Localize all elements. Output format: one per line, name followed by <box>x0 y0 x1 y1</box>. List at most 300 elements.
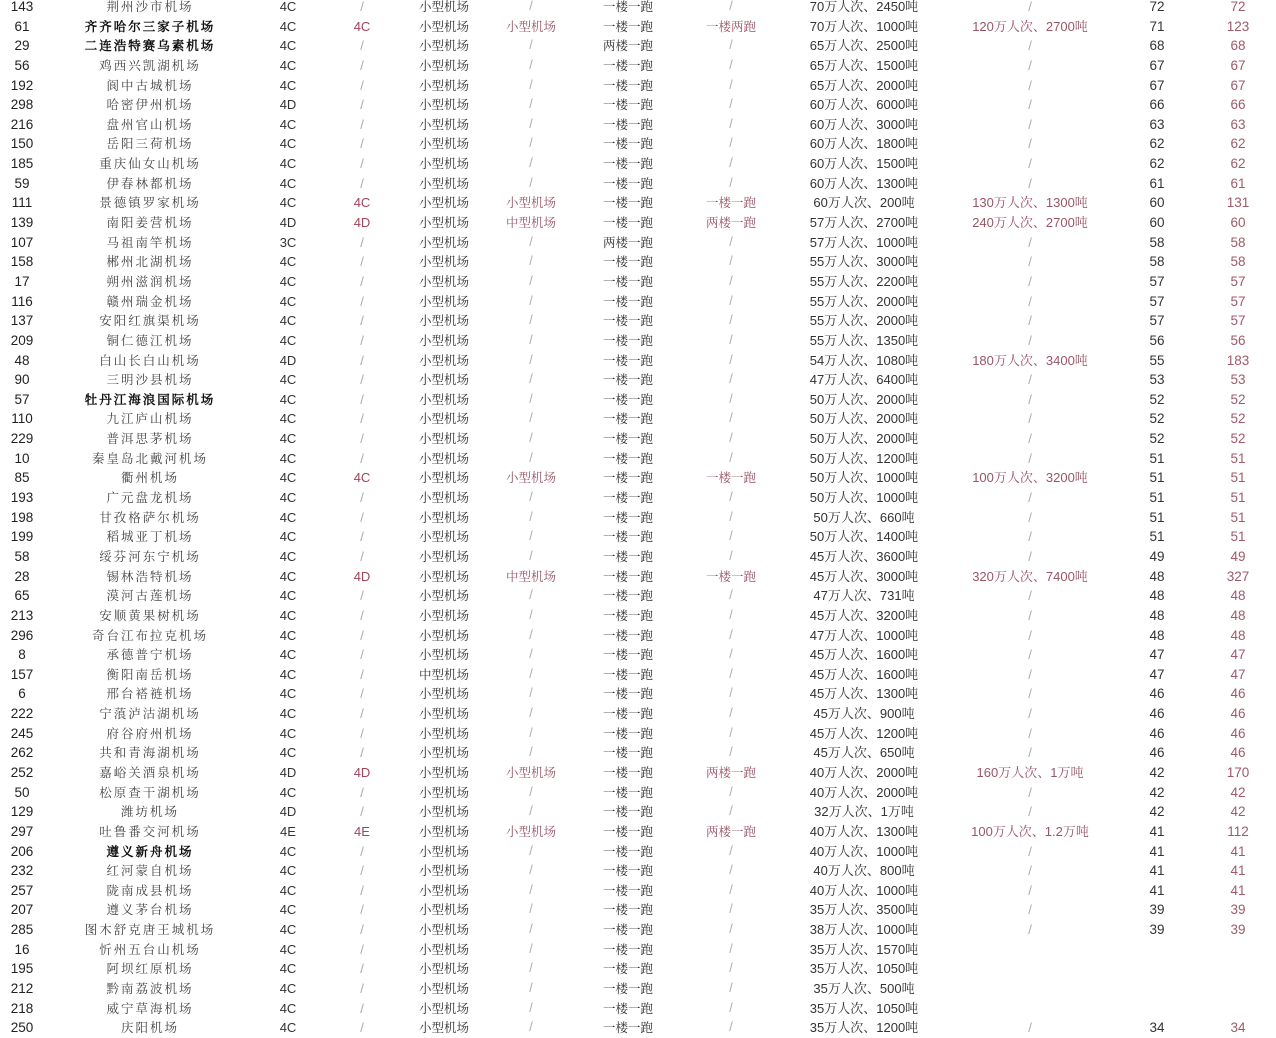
cell-capacity: 45万人次、650吨 <box>813 745 915 761</box>
cell-terminal-runway: 一楼一跑 <box>602 490 654 506</box>
cell-airport-size: 小型机场 <box>418 568 470 584</box>
cell-airport-size: 小型机场 <box>418 627 470 643</box>
cell-score: 60 <box>1149 215 1165 231</box>
cell-score: 48 <box>1149 627 1165 643</box>
cell-airport-size: 小型机场 <box>418 843 470 859</box>
cell-new-terminal-runway: / <box>729 941 733 956</box>
table-row <box>0 959 1276 979</box>
cell-terminal-runway: 一楼一跑 <box>602 922 654 938</box>
cell-capacity: 50万人次、1000吨 <box>809 490 919 506</box>
cell-rank: 50 <box>14 784 30 800</box>
table-row <box>0 331 1276 351</box>
cell-capacity: 60万人次、1500吨 <box>809 156 919 172</box>
cell-new-grade: / <box>360 666 364 682</box>
cell-new-grade: / <box>360 273 364 289</box>
cell-new-capacity: / <box>1028 666 1032 682</box>
cell-new-grade: 4C <box>353 195 371 211</box>
cell-airport-size: 小型机场 <box>418 175 470 191</box>
cell-new-capacity: 120万人次、2700吨 <box>972 18 1088 34</box>
cell-new-terminal-runway: / <box>729 529 733 544</box>
cell-grade: 4C <box>279 490 297 506</box>
cell-airport-size: 小型机场 <box>418 293 470 309</box>
cell-score: 49 <box>1149 548 1165 564</box>
cell-rank: 257 <box>10 882 34 898</box>
cell-capacity: 32万人次、1万吨 <box>814 804 914 820</box>
cell-new-airport-size: / <box>529 529 533 544</box>
cell-grade: 4C <box>279 470 297 486</box>
cell-capacity: 50万人次、1200吨 <box>809 450 919 466</box>
cell-airport-name: 二连浩特赛乌素机场 <box>84 38 216 54</box>
cell-new-terminal-runway: / <box>729 391 733 406</box>
cell-new-capacity: 180万人次、3400吨 <box>972 352 1088 368</box>
cell-grade: 4C <box>279 902 297 918</box>
cell-new-capacity: 240万人次、2700吨 <box>972 215 1088 231</box>
cell-new-airport-size: / <box>529 745 533 760</box>
cell-score: 62 <box>1149 156 1165 172</box>
cell-grade: 4D <box>279 97 297 113</box>
cell-airport-size: 小型机场 <box>418 686 470 702</box>
cell-grade: 4C <box>279 882 297 898</box>
cell-new-terminal-runway: / <box>729 234 733 249</box>
cell-new-terminal-runway: / <box>729 647 733 662</box>
cell-new-capacity: / <box>1028 725 1032 741</box>
cell-new-score: 52 <box>1230 431 1246 447</box>
cell-capacity: 35万人次、1200吨 <box>809 1020 919 1036</box>
cell-new-airport-size: / <box>529 490 533 505</box>
cell-new-grade: / <box>360 234 364 250</box>
cell-rank: 137 <box>10 313 34 329</box>
table-row <box>0 95 1276 115</box>
cell-grade: 4C <box>279 706 297 722</box>
cell-new-capacity: / <box>1028 254 1032 270</box>
cell-score: 41 <box>1149 823 1165 839</box>
cell-airport-name: 嘉峪关酒泉机场 <box>99 764 201 780</box>
table-row <box>0 292 1276 312</box>
cell-grade: 4C <box>279 136 297 152</box>
cell-new-score: 46 <box>1230 745 1246 761</box>
cell-airport-size: 小型机场 <box>418 116 470 132</box>
cell-capacity: 45万人次、1600吨 <box>809 647 919 663</box>
cell-new-terminal-runway: / <box>729 411 733 426</box>
cell-airport-name: 阿坝红原机场 <box>106 961 194 977</box>
cell-new-terminal-runway: / <box>729 372 733 387</box>
cell-airport-size: 小型机场 <box>418 1020 470 1036</box>
cell-terminal-runway: 一楼一跑 <box>602 725 654 741</box>
cell-capacity: 38万人次、1000吨 <box>809 922 919 938</box>
cell-new-grade: / <box>360 97 364 113</box>
cell-new-score: 72 <box>1230 0 1246 14</box>
cell-new-airport-size: / <box>529 332 533 347</box>
table-row <box>0 174 1276 194</box>
cell-new-airport-size: 小型机场 <box>505 764 557 780</box>
cell-capacity: 40万人次、1000吨 <box>809 882 919 898</box>
table-row <box>0 429 1276 449</box>
cell-grade: 4D <box>279 215 297 231</box>
cell-new-grade: / <box>360 745 364 761</box>
cell-capacity: 45万人次、900吨 <box>813 706 915 722</box>
cell-new-capacity: / <box>1028 588 1032 604</box>
cell-rank: 232 <box>10 863 34 879</box>
cell-new-terminal-runway: / <box>729 0 733 13</box>
cell-new-terminal-runway: / <box>729 627 733 642</box>
cell-airport-size: 小型机场 <box>418 97 470 113</box>
cell-rank: 298 <box>10 97 34 113</box>
cell-new-airport-size: 小型机场 <box>505 470 557 486</box>
cell-airport-name: 奇台江布拉克机场 <box>91 627 209 643</box>
cell-airport-name: 陇南成县机场 <box>106 882 194 898</box>
cell-capacity: 60万人次、1800吨 <box>809 136 919 152</box>
cell-new-terminal-runway: / <box>729 332 733 347</box>
cell-new-terminal-runway: / <box>729 882 733 897</box>
cell-new-terminal-runway: 两楼一跑 <box>705 823 757 839</box>
cell-airport-name: 威宁草海机场 <box>106 1000 194 1016</box>
cell-score: 48 <box>1149 607 1165 623</box>
cell-score: 47 <box>1149 666 1165 682</box>
cell-new-score: 58 <box>1230 234 1246 250</box>
cell-score: 52 <box>1149 431 1165 447</box>
cell-terminal-runway: 一楼一跑 <box>602 391 654 407</box>
cell-new-airport-size: / <box>529 882 533 897</box>
cell-capacity: 55万人次、2000吨 <box>809 293 919 309</box>
cell-airport-name: 朔州滋润机场 <box>106 273 194 289</box>
cell-new-grade: / <box>360 509 364 525</box>
cell-new-score: 62 <box>1230 136 1246 152</box>
cell-new-score: 47 <box>1230 666 1246 682</box>
cell-airport-name: 漠河古莲机场 <box>106 588 194 604</box>
cell-airport-name: 秦皇岛北戴河机场 <box>91 450 209 466</box>
cell-new-capacity: / <box>1028 627 1032 643</box>
cell-capacity: 35万人次、500吨 <box>813 981 915 997</box>
cell-airport-size: 小型机场 <box>418 18 470 34</box>
cell-airport-name: 庆阳机场 <box>120 1020 180 1036</box>
cell-airport-name: 马祖南竿机场 <box>106 234 194 250</box>
cell-rank: 61 <box>14 18 30 34</box>
cell-new-terminal-runway: / <box>729 1000 733 1015</box>
cell-airport-size: 小型机场 <box>418 1000 470 1016</box>
cell-airport-name: 广元盘龙机场 <box>106 490 194 506</box>
cell-rank: 157 <box>10 666 34 682</box>
cell-new-grade: / <box>360 902 364 918</box>
cell-new-score: 327 <box>1226 568 1250 584</box>
cell-grade: 3C <box>279 234 297 250</box>
table-row <box>0 547 1276 567</box>
table-row <box>0 567 1276 587</box>
cell-new-capacity: / <box>1028 529 1032 545</box>
cell-new-capacity: / <box>1028 77 1032 93</box>
cell-airport-size: 小型机场 <box>418 961 470 977</box>
table-row <box>0 626 1276 646</box>
cell-airport-size: 小型机场 <box>418 823 470 839</box>
cell-grade: 4C <box>279 175 297 191</box>
cell-new-airport-size: / <box>529 1000 533 1015</box>
cell-new-airport-size: / <box>529 156 533 171</box>
cell-new-airport-size: / <box>529 175 533 190</box>
cell-new-capacity: / <box>1028 175 1032 191</box>
cell-rank: 213 <box>10 607 34 623</box>
cell-grade: 4D <box>279 764 297 780</box>
table-row <box>0 645 1276 665</box>
cell-new-grade: / <box>360 941 364 957</box>
cell-airport-name: 安顺黄果树机场 <box>99 607 201 623</box>
table-row <box>0 763 1276 783</box>
cell-airport-name: 黔南荔波机场 <box>106 981 194 997</box>
table-row <box>0 861 1276 881</box>
cell-terminal-runway: 一楼一跑 <box>602 57 654 73</box>
cell-new-terminal-runway: / <box>729 509 733 524</box>
cell-new-airport-size: / <box>529 607 533 622</box>
cell-terminal-runway: 一楼一跑 <box>602 97 654 113</box>
cell-airport-name: 宁蒗泸沽湖机场 <box>99 706 201 722</box>
cell-grade: 4C <box>279 725 297 741</box>
cell-airport-size: 小型机场 <box>418 254 470 270</box>
cell-terminal-runway: 一楼一跑 <box>602 1020 654 1036</box>
cell-rank: 250 <box>10 1020 34 1036</box>
cell-new-grade: / <box>360 922 364 938</box>
cell-new-airport-size: / <box>529 1020 533 1035</box>
cell-terminal-runway: 一楼一跑 <box>602 156 654 172</box>
cell-capacity: 65万人次、2000吨 <box>809 77 919 93</box>
cell-score: 42 <box>1149 784 1165 800</box>
cell-new-grade: / <box>360 588 364 604</box>
cell-rank: 107 <box>10 234 34 250</box>
cell-airport-size: 小型机场 <box>418 490 470 506</box>
cell-grade: 4C <box>279 18 297 34</box>
cell-new-score: 42 <box>1230 804 1246 820</box>
cell-new-grade: / <box>360 490 364 506</box>
cell-terminal-runway: 一楼一跑 <box>602 529 654 545</box>
cell-terminal-runway: 一楼一跑 <box>602 745 654 761</box>
cell-rank: 57 <box>14 391 30 407</box>
cell-grade: 4C <box>279 607 297 623</box>
cell-score: 56 <box>1149 332 1165 348</box>
cell-capacity: 35万人次、1570吨 <box>809 941 919 957</box>
cell-new-airport-size: / <box>529 431 533 446</box>
cell-airport-size: 小型机场 <box>418 431 470 447</box>
cell-new-score: 51 <box>1230 509 1246 525</box>
cell-airport-name: 阆中古城机场 <box>106 77 194 93</box>
cell-airport-name: 甘孜格萨尔机场 <box>99 509 201 525</box>
table-row <box>0 606 1276 626</box>
cell-new-capacity: 160万人次、1万吨 <box>976 764 1084 780</box>
cell-new-airport-size: / <box>529 38 533 53</box>
cell-new-terminal-runway: / <box>729 38 733 53</box>
cell-terminal-runway: 一楼一跑 <box>602 215 654 231</box>
cell-grade: 4C <box>279 431 297 447</box>
cell-capacity: 55万人次、2200吨 <box>809 273 919 289</box>
cell-new-score: 48 <box>1230 588 1246 604</box>
cell-new-airport-size: / <box>529 372 533 387</box>
cell-airport-size: 小型机场 <box>418 981 470 997</box>
cell-airport-size: 小型机场 <box>418 647 470 663</box>
cell-new-capacity: / <box>1028 391 1032 407</box>
cell-terminal-runway: 一楼一跑 <box>602 175 654 191</box>
cell-capacity: 50万人次、660吨 <box>813 509 915 525</box>
cell-airport-name: 吐鲁番交河机场 <box>99 823 201 839</box>
cell-grade: 4C <box>279 450 297 466</box>
cell-grade: 4C <box>279 863 297 879</box>
cell-new-score: 39 <box>1230 922 1246 938</box>
table-row <box>0 370 1276 390</box>
cell-new-terminal-runway: 一楼一跑 <box>705 470 757 486</box>
cell-score: 42 <box>1149 764 1165 780</box>
cell-new-capacity: 130万人次、1300吨 <box>972 195 1088 211</box>
cell-airport-name: 稻城亚丁机场 <box>106 529 194 545</box>
cell-score: 72 <box>1149 0 1165 14</box>
cell-airport-size: 小型机场 <box>418 332 470 348</box>
cell-new-grade: / <box>360 352 364 368</box>
cell-new-capacity: / <box>1028 607 1032 623</box>
cell-new-terminal-runway: / <box>729 97 733 112</box>
cell-terminal-runway: 一楼一跑 <box>602 686 654 702</box>
cell-rank: 29 <box>14 38 30 54</box>
cell-terminal-runway: 一楼一跑 <box>602 607 654 623</box>
cell-new-grade: / <box>360 686 364 702</box>
cell-new-grade: / <box>360 961 364 977</box>
cell-airport-size: 小型机场 <box>418 509 470 525</box>
cell-new-capacity: / <box>1028 882 1032 898</box>
cell-grade: 4C <box>279 548 297 564</box>
cell-airport-name: 绥芬河东宁机场 <box>99 548 201 564</box>
cell-score: 46 <box>1149 725 1165 741</box>
cell-capacity: 50万人次、1000吨 <box>809 470 919 486</box>
cell-airport-size: 小型机场 <box>418 725 470 741</box>
cell-new-capacity: / <box>1028 38 1032 54</box>
cell-new-score: 49 <box>1230 548 1246 564</box>
cell-new-score: 67 <box>1230 77 1246 93</box>
cell-score: 48 <box>1149 568 1165 584</box>
cell-rank: 90 <box>14 372 30 388</box>
cell-airport-size: 小型机场 <box>418 902 470 918</box>
cell-score: 39 <box>1149 902 1165 918</box>
cell-rank: 285 <box>10 922 34 938</box>
cell-new-score: 123 <box>1226 18 1250 34</box>
cell-terminal-runway: 一楼一跑 <box>602 588 654 604</box>
cell-terminal-runway: 一楼一跑 <box>602 254 654 270</box>
cell-new-terminal-runway: / <box>729 745 733 760</box>
cell-new-grade: 4E <box>354 823 370 839</box>
cell-new-capacity: / <box>1028 1020 1032 1036</box>
cell-new-score: 170 <box>1226 764 1250 780</box>
cell-airport-size: 小型机场 <box>418 156 470 172</box>
cell-new-score: 48 <box>1230 607 1246 623</box>
cell-terminal-runway: 一楼一跑 <box>602 136 654 152</box>
table-row <box>0 233 1276 253</box>
cell-grade: 4C <box>279 981 297 997</box>
cell-new-capacity: / <box>1028 509 1032 525</box>
table-row <box>0 36 1276 56</box>
cell-rank: 206 <box>10 843 34 859</box>
cell-capacity: 60万人次、200吨 <box>813 195 915 211</box>
cell-capacity: 40万人次、800吨 <box>813 863 915 879</box>
cell-new-capacity: / <box>1028 706 1032 722</box>
cell-new-airport-size: / <box>529 588 533 603</box>
cell-terminal-runway: 一楼一跑 <box>602 961 654 977</box>
cell-terminal-runway: 一楼一跑 <box>602 313 654 329</box>
cell-new-score: 62 <box>1230 156 1246 172</box>
cell-new-airport-size: / <box>529 97 533 112</box>
cell-new-airport-size: / <box>529 116 533 131</box>
cell-grade: 4C <box>279 293 297 309</box>
table-row <box>0 684 1276 704</box>
cell-new-capacity: / <box>1028 450 1032 466</box>
cell-new-score: 41 <box>1230 882 1246 898</box>
cell-terminal-runway: 一楼一跑 <box>602 568 654 584</box>
cell-capacity: 40万人次、2000吨 <box>809 784 919 800</box>
cell-grade: 4C <box>279 254 297 270</box>
cell-new-airport-size: / <box>529 57 533 72</box>
cell-new-score: 51 <box>1230 470 1246 486</box>
cell-airport-name: 潍坊机场 <box>120 804 180 820</box>
cell-capacity: 60万人次、6000吨 <box>809 97 919 113</box>
cell-airport-size: 小型机场 <box>418 273 470 289</box>
cell-terminal-runway: 一楼一跑 <box>602 627 654 643</box>
cell-rank: 10 <box>14 450 30 466</box>
cell-airport-name: 铜仁德江机场 <box>106 332 194 348</box>
cell-new-score: 52 <box>1230 391 1246 407</box>
cell-new-grade: / <box>360 981 364 997</box>
cell-new-terminal-runway: / <box>729 666 733 681</box>
cell-rank: 59 <box>14 175 30 191</box>
cell-rank: 218 <box>10 1000 34 1016</box>
cell-airport-size: 小型机场 <box>418 195 470 211</box>
cell-airport-size: 小型机场 <box>418 352 470 368</box>
cell-score: 52 <box>1149 391 1165 407</box>
cell-new-score: 63 <box>1230 116 1246 132</box>
cell-new-terminal-runway: / <box>729 725 733 740</box>
cell-new-airport-size: / <box>529 843 533 858</box>
cell-score: 57 <box>1149 293 1165 309</box>
cell-terminal-runway: 一楼一跑 <box>602 450 654 466</box>
cell-new-score: 51 <box>1230 529 1246 545</box>
cell-new-grade: / <box>360 863 364 879</box>
cell-new-terminal-runway: / <box>729 548 733 563</box>
cell-airport-size: 小型机场 <box>418 764 470 780</box>
cell-terminal-runway: 一楼一跑 <box>602 116 654 132</box>
cell-airport-size: 小型机场 <box>418 470 470 486</box>
table-row <box>0 743 1276 763</box>
cell-new-terminal-runway: 两楼一跑 <box>705 764 757 780</box>
table-row <box>0 76 1276 96</box>
cell-new-grade: / <box>360 293 364 309</box>
cell-grade: 4C <box>279 922 297 938</box>
cell-new-capacity: / <box>1028 863 1032 879</box>
cell-new-capacity: / <box>1028 647 1032 663</box>
cell-score: 68 <box>1149 38 1165 54</box>
cell-airport-size: 小型机场 <box>418 941 470 957</box>
cell-grade: 4C <box>279 509 297 525</box>
cell-new-grade: 4D <box>353 215 371 231</box>
cell-airport-size: 小型机场 <box>418 57 470 73</box>
table-row <box>0 999 1276 1019</box>
cell-capacity: 35万人次、3500吨 <box>809 902 919 918</box>
cell-new-capacity: / <box>1028 332 1032 348</box>
cell-terminal-runway: 一楼一跑 <box>602 273 654 289</box>
cell-capacity: 45万人次、3600吨 <box>809 548 919 564</box>
cell-new-grade: / <box>360 391 364 407</box>
cell-new-terminal-runway: / <box>729 273 733 288</box>
cell-rank: 65 <box>14 588 30 604</box>
cell-new-grade: / <box>360 175 364 191</box>
cell-terminal-runway: 一楼一跑 <box>602 372 654 388</box>
cell-new-airport-size: / <box>529 411 533 426</box>
cell-terminal-runway: 一楼一跑 <box>602 293 654 309</box>
cell-grade: 4C <box>279 77 297 93</box>
cell-new-terminal-runway: / <box>729 57 733 72</box>
cell-airport-name: 锡林浩特机场 <box>106 568 194 584</box>
cell-new-terminal-runway: / <box>729 136 733 151</box>
table-row <box>0 1018 1276 1038</box>
cell-grade: 4C <box>279 391 297 407</box>
